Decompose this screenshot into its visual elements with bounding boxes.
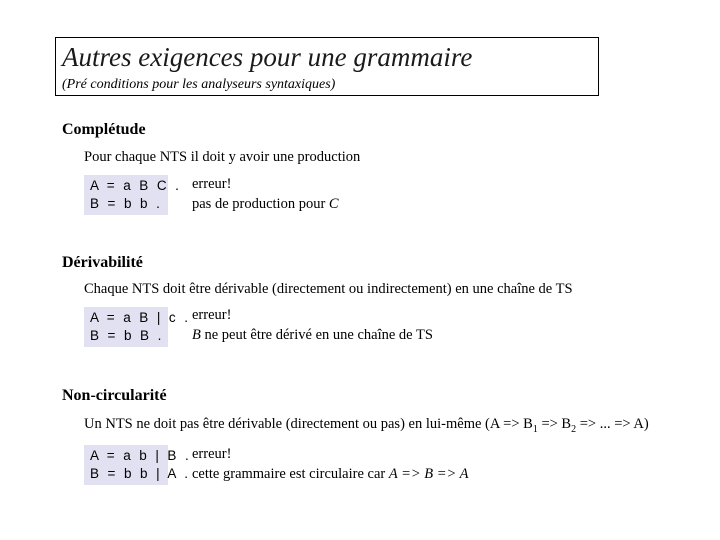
code-block-completude — [84, 175, 182, 215]
section-heading-derivabilite: Dérivabilité — [62, 254, 143, 271]
code-line: B = b b | A . — [90, 466, 191, 481]
section-heading-completude: Complétude — [62, 121, 146, 138]
code-line: A = a b | B . — [90, 448, 192, 463]
error-text: pas de production pour C — [192, 196, 339, 212]
error-label: erreur! — [192, 307, 232, 323]
code-line: A = a B | c . — [90, 310, 191, 325]
section-description-completude: Pour chaque NTS il doit y avoir une production — [84, 149, 361, 165]
error-label: erreur! — [192, 446, 232, 462]
error-text: B ne peut être dérivé en une chaîne de TS — [192, 327, 433, 343]
page-title: Autres exigences pour une grammaire — [62, 42, 473, 72]
error-note-non-circularite — [192, 445, 469, 485]
error-note-completude — [192, 175, 339, 215]
code-line: B = b B . — [90, 328, 164, 343]
error-label: erreur! — [192, 176, 232, 192]
section-heading-non-circularite: Non-circularité — [62, 387, 167, 404]
page-subtitle: (Pré conditions pour les analyseurs syntaxiques) — [62, 77, 336, 92]
code-block-derivabilite — [84, 307, 191, 347]
section-description-derivabilite: Chaque NTS doit être dérivable (directement ou indirectement) en une chaîne de TS — [84, 281, 573, 297]
code-line: A = a B C . — [90, 178, 182, 193]
error-text: cette grammaire est circulaire car A => B => A — [192, 466, 469, 482]
error-note-derivabilite — [192, 306, 433, 346]
code-line: B = b b . — [90, 196, 163, 211]
code-block-non-circularite — [84, 445, 192, 485]
title-box — [55, 37, 599, 96]
section-description-non-circularite: Un NTS ne doit pas être dérivable (directement ou pas) en lui-même ($A => B_1 => B_2$ => ... => A) — [84, 416, 649, 435]
